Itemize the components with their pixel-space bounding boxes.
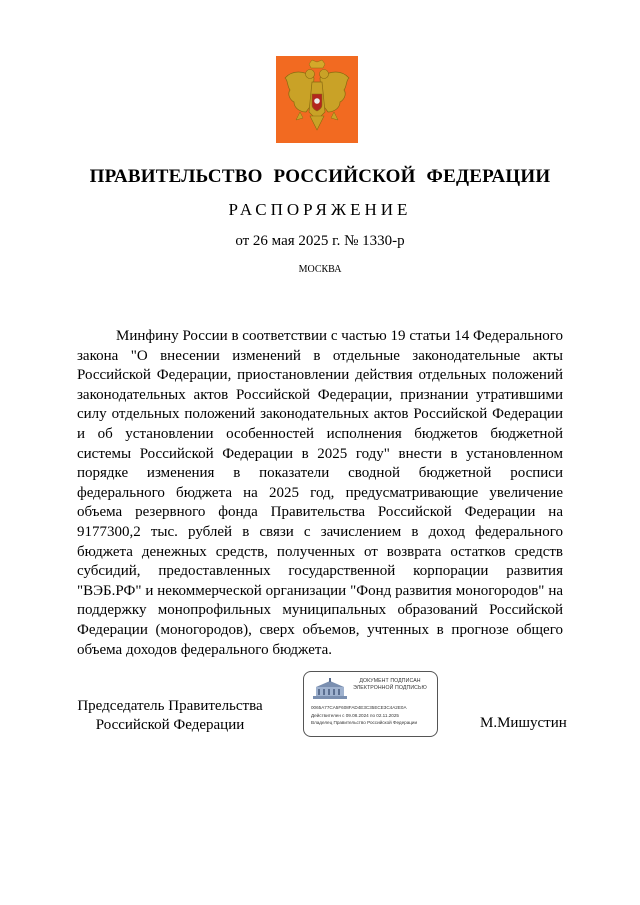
document-city: МОСКВА: [298, 264, 342, 275]
government-building-icon: [313, 678, 347, 700]
stamp-title-line: ЭЛЕКТРОННОЙ ПОДПИСЬЮ: [353, 684, 427, 691]
document-type: РАСПОРЯЖЕНИЕ: [228, 200, 412, 219]
signer-position-line: Председатель Правительства: [77, 698, 263, 714]
government-title: ПРАВИТЕЛЬСТВО РОССИЙСКОЙ ФЕДЕРАЦИИ: [89, 166, 551, 187]
coat-of-arms-icon: [276, 56, 358, 143]
order-body-paragraph: Минфину России в соответствии с частью 19 статьи 14 Федерального закона "О внесении изменений в отдельные законодательные акты Российской Федерации, приостановлении действия отдельных положений законодательных актов Российской Федерации, признании утратившими силу отдельных положений законодательных актов Российской Федерации и об установлении особенностей исполнения бюджетов бюджетной системы Российской Федерации в 2025 году" внести в установленном порядке изменения в показатели сводной бюджетной росписи федерального бюджета на 2025 год, предусматривающие увеличение объема резервного фонда Правительства Российской Федерации на 9177300,2 тыс. рублей в связи с зачислением в доход федерального бюджета денежных средств, полученных от возврата остатков средств субсидий, предоставленных государственной корпорации развития "ВЭБ.РФ" и некоммерческой организации "Фонд развития моногородов" на поддержку монопрофильных муниципальных образований Российской Федерации (моногородов), сверх объемов, учтенных в прогнозе общего объема доходов федерального бюджета.: [77, 328, 563, 658]
signer-position: [60, 697, 280, 735]
stamp-certificate-serial: 0065A77CA5F608FAD4E3C35ECE3C4A2E0A: [311, 705, 407, 710]
signer-position-line: Российской Федерации: [95, 717, 245, 733]
electronic-signature-stamp: [303, 671, 438, 737]
stamp-title-line: ДОКУМЕНТ ПОДПИСАН: [359, 678, 421, 684]
stamp-owner: Владелец Правительство Российской Федерации: [311, 720, 418, 725]
signer-name: М.Мишустин: [480, 715, 567, 731]
document-date-number: от 26 мая 2025 г. № 1330-р: [235, 233, 405, 249]
stamp-validity: Действителен с 09.08.2024 по 02.11.2025: [311, 713, 399, 718]
stamp-title: [346, 678, 434, 691]
